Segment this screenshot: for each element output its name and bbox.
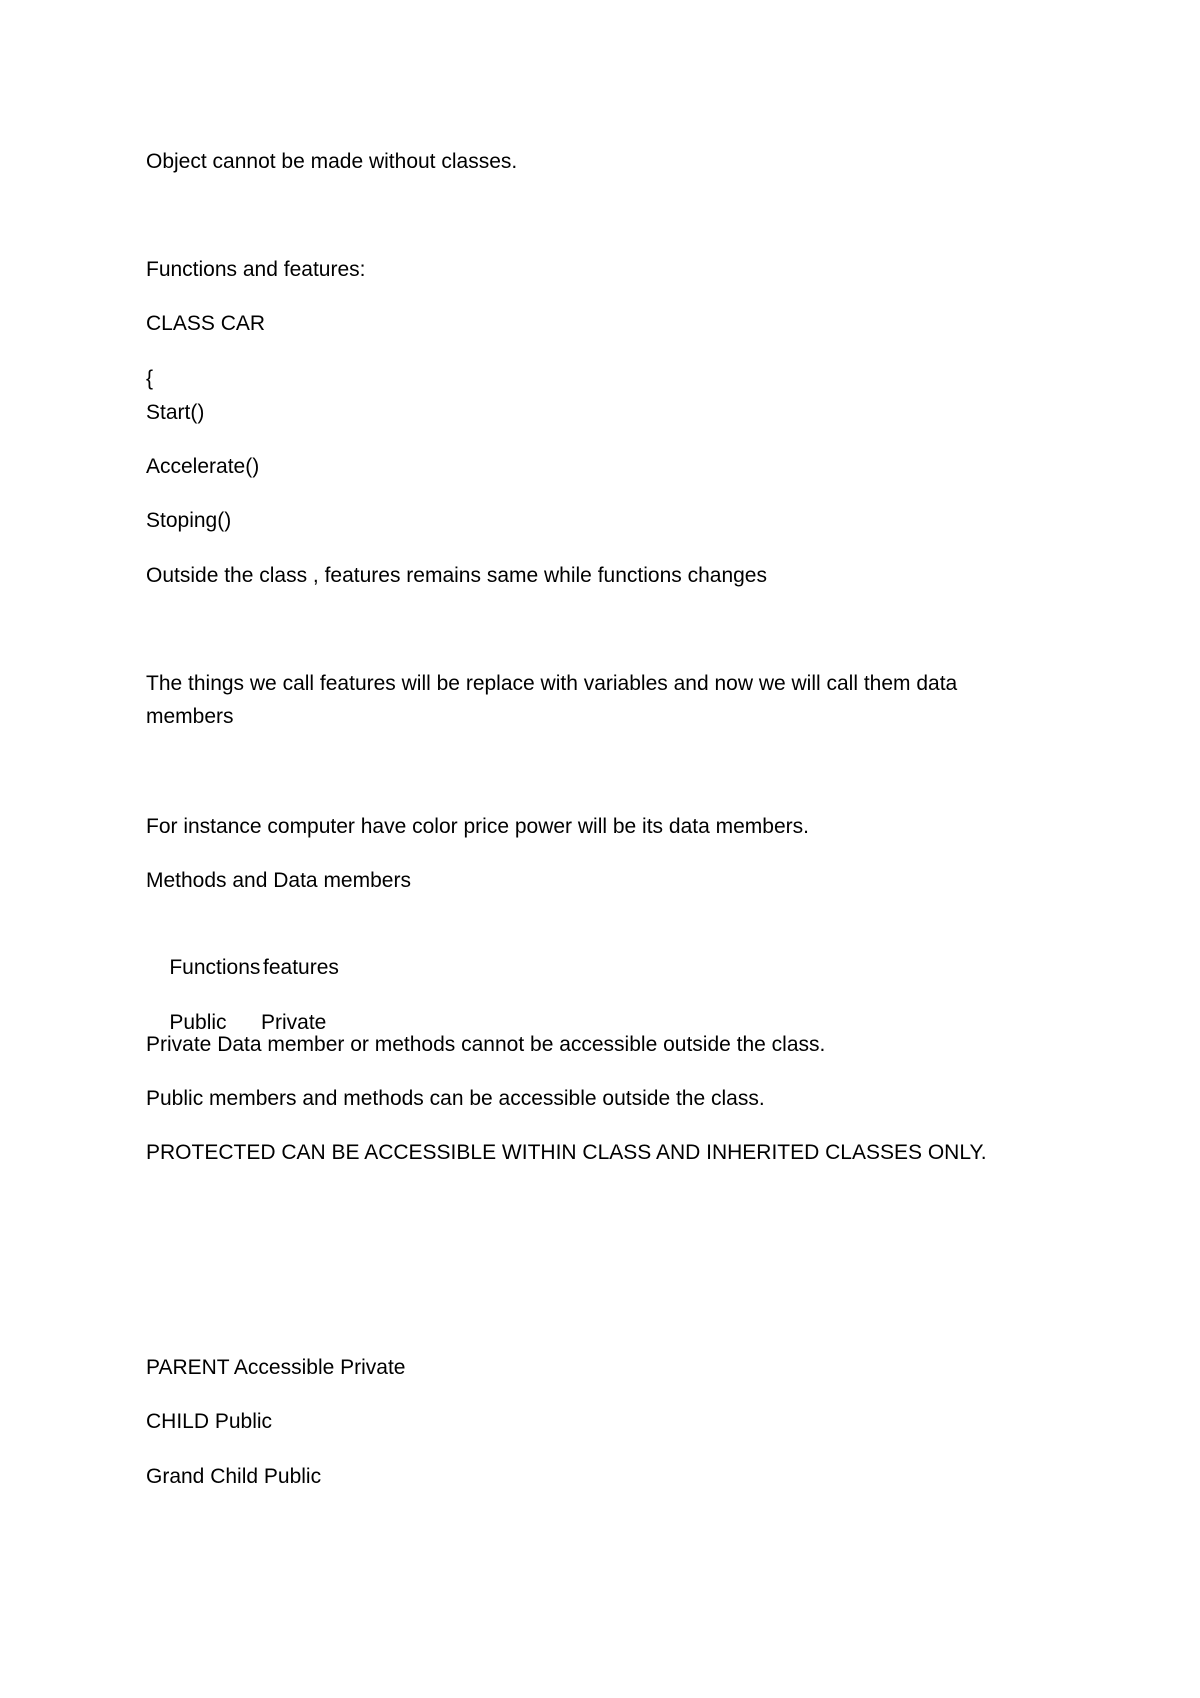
section-heading: Functions and features: xyxy=(146,258,366,281)
text-line: Object cannot be made without classes. xyxy=(146,150,518,173)
column-left-text: Public xyxy=(169,1011,227,1034)
code-line: Start() xyxy=(146,401,205,424)
text-line: CHILD Public xyxy=(146,1410,273,1433)
text-line: Methods and Data members xyxy=(146,869,411,892)
text-line: Private Data member or methods cannot be accessible outside the class. xyxy=(146,1033,826,1056)
code-line: Accelerate() xyxy=(146,455,260,478)
text-line: Public members and methods can be accessible outside the class. xyxy=(146,1087,765,1110)
text-paragraph: The things we call features will be replace with variables and now we will call them data members xyxy=(146,672,958,728)
code-line: { xyxy=(146,367,154,390)
code-line: CLASS CAR xyxy=(146,312,266,335)
code-line: Stoping() xyxy=(146,509,232,532)
text-line: For instance computer have color price power will be its data members. xyxy=(146,815,809,838)
text-line: PARENT Accessible Private xyxy=(146,1356,406,1379)
text-line: PROTECTED CAN BE ACCESSIBLE WITHIN CLASS AND INHERITED CLASSES ONLY. xyxy=(146,1141,987,1164)
column-right-text: Private xyxy=(261,1011,327,1034)
text-line: Outside the class , features remains same while functions changes xyxy=(146,564,767,587)
column-right-text: features xyxy=(263,956,339,979)
text-line: Grand Child Public xyxy=(146,1465,322,1488)
column-left-text: Functions xyxy=(169,956,261,979)
